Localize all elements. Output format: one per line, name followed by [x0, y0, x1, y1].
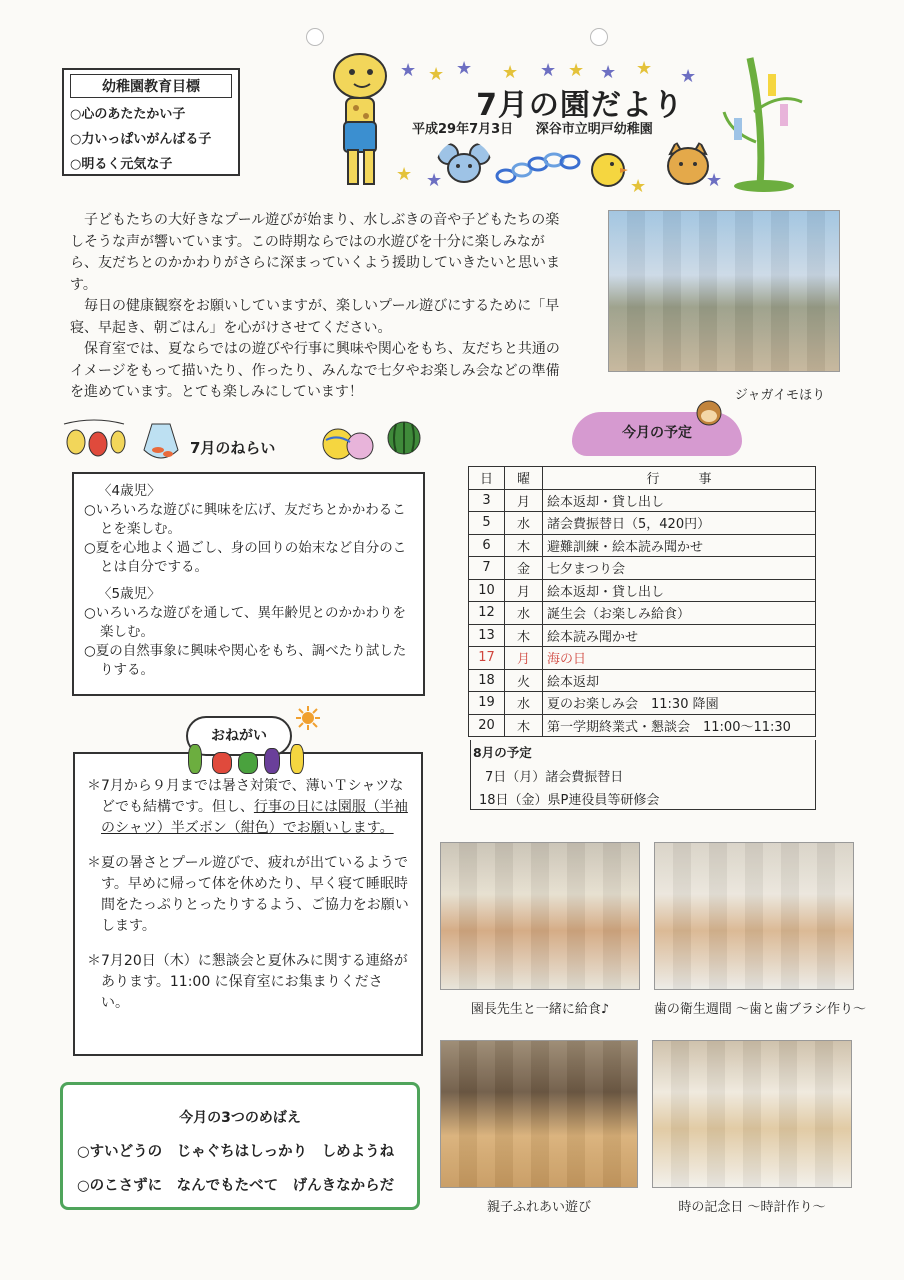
request-text: ＊7月20日（木）に懇談会と夏休みに関する連絡があります。11:00 に保育室にお集まりください。: [87, 953, 408, 1011]
schedule-event: 誕生会（お楽しみ給食）: [543, 602, 816, 625]
cucumber-icon: [188, 744, 202, 774]
schedule-row: [469, 534, 816, 557]
schedule-event: 絵本読み聞かせ: [543, 624, 816, 647]
issue-date: 平成29年7月3日: [412, 122, 514, 137]
schedule-day: 3: [469, 489, 505, 512]
schedule-dow: 金: [505, 557, 543, 580]
star-icon: ★: [636, 58, 653, 79]
lunch-photo: [440, 842, 640, 990]
schedule-day: 20: [469, 714, 505, 737]
promise-line: ○のこさずに なんでもたべて げんきなからだ: [77, 1178, 395, 1194]
schedule-event: 絵本返却: [543, 669, 816, 692]
schedule-event: 第一学期終業式・懇談会 11:00～11:30: [543, 714, 816, 737]
lantern-icon: [62, 418, 126, 466]
schedule-banner: 今月の予定: [572, 412, 742, 456]
request-box: [73, 752, 423, 1056]
punch-hole-right: [590, 28, 608, 46]
aim-item: ○夏の自然事象に興味や関心をもち、調べたり試したりする。: [84, 643, 407, 678]
aims-box: [72, 472, 425, 696]
request-text: ＊夏の暑さとプール遊びで、疲れが出ているようです。早めに帰って体を休めたり、早く寝て睡眠時間をたっぷりとったりするよう、ご協力をお願いします。: [87, 855, 409, 934]
clock-making-photo: [652, 1040, 852, 1188]
star-icon: ★: [680, 66, 697, 87]
aim-item: ○いろいろな遊びを通して、異年齢児とのかかわりを楽しむ。: [84, 605, 407, 640]
star-icon: ★: [400, 60, 417, 81]
potato-digging-photo: [608, 210, 840, 372]
schedule-event: 夏のお楽しみ会 11:30 降園: [543, 692, 816, 715]
newsletter-title: 7月の園だより: [476, 88, 684, 123]
star-icon: ★: [706, 170, 723, 191]
schedule-day: 17: [469, 647, 505, 670]
schedule-day: 7: [469, 557, 505, 580]
request-text-underlined: 行事の日には園服（半袖のシャツ）半ズボン（紺色）でお願いします。: [101, 799, 408, 836]
goal-item: ○心のあたたかい子: [70, 107, 186, 122]
schedule-row: [469, 557, 816, 580]
newsletter-subtitle: [412, 118, 742, 137]
photo-caption: 親子ふれあい遊び: [486, 1200, 591, 1215]
col-dow: 曜: [505, 467, 543, 490]
request-item: [87, 951, 409, 1014]
request-title: おねがい: [186, 716, 292, 756]
star-icon: ★: [426, 170, 443, 191]
water-balloon-icon: [318, 420, 378, 464]
schedule-event: 絵本返却・貸し出し: [543, 489, 816, 512]
schedule-dow: 月: [505, 489, 543, 512]
chick-illustration: [588, 146, 628, 190]
intro-message: [70, 210, 570, 404]
schedule-dow: 水: [505, 602, 543, 625]
schedule-table: [468, 466, 816, 737]
schedule-dow: 火: [505, 669, 543, 692]
aims-title: 7月のねらい: [190, 439, 276, 457]
schedule-dow: 水: [505, 692, 543, 715]
schedule-header-row: [469, 467, 816, 490]
august-item: 18日（金）県P連役員等研修会: [479, 793, 660, 808]
col-event: 行 事: [543, 467, 816, 490]
schedule-row: [469, 579, 816, 602]
schedule-day: 13: [469, 624, 505, 647]
schedule-day: 18: [469, 669, 505, 692]
chain-illustration: [494, 148, 584, 188]
star-icon: ★: [600, 62, 617, 83]
star-icon: ★: [428, 64, 445, 85]
goldfish-bag-icon: [138, 420, 184, 466]
giraffe-illustration: [318, 42, 398, 192]
education-goals-box: [62, 68, 240, 176]
schedule-day: 5: [469, 512, 505, 535]
pepper-icon: [238, 752, 258, 774]
schedule-event: 七夕まつり会: [543, 557, 816, 580]
intro-paragraph: 子どもたちの大好きなプール遊びが始まり、水しぶきの音や子どもたちの楽しそうな声が響いています。この時期ならではの水遊びを十分に楽しみながら、友だちとのかかわりがさらに深まっていくよう援助していきたいと思います。: [70, 212, 560, 293]
age5-heading: 〈5歳児〉: [98, 586, 161, 602]
tomato-icon: [212, 752, 232, 774]
promises-title: 今月の3つのめばえ: [179, 1110, 301, 1126]
star-icon: ★: [396, 164, 413, 185]
corn-icon: [290, 744, 304, 774]
schedule-row: [469, 624, 816, 647]
schedule-day: 6: [469, 534, 505, 557]
schedule-day: 19: [469, 692, 505, 715]
mouse-illustration: [436, 140, 492, 192]
schedule-row: [469, 647, 816, 670]
intro-paragraph: 毎日の健康観察をお願いしていますが、楽しいプール遊びにするために「早寝、早起き、朝ごはん」を心がけさせてください。: [70, 298, 560, 336]
schedule-dow: 木: [505, 534, 543, 557]
schedule-event: 避難訓練・絵本読み聞かせ: [543, 534, 816, 557]
photo-caption: 園長先生と一緒に給食♪: [470, 1002, 610, 1017]
sun-icon: [296, 706, 320, 730]
cat-illustration: [662, 140, 714, 192]
star-icon: ★: [502, 62, 519, 83]
schedule-event: 海の日: [543, 647, 816, 670]
watermelon-icon: [386, 420, 422, 456]
aim-item: ○夏を心地よく過ごし、身の回りの始末など自分のことは自分でする。: [84, 540, 407, 575]
schedule-day: 12: [469, 602, 505, 625]
photo-caption: 歯の衛生週間 ～歯と歯ブラシ作り～: [653, 1002, 867, 1017]
star-icon: ★: [630, 176, 647, 197]
eggplant-icon: [264, 748, 280, 774]
request-item: [87, 853, 409, 937]
request-text: ＊7月から９月までは暑さ対策で、薄いＴシャツなどでも結構です。但し、: [87, 778, 404, 815]
aim-item: ○いろいろな遊びに興味を広げ、友だちとかかわることを楽しむ。: [84, 502, 406, 537]
goal-item: ○力いっぱいがんばる子: [70, 132, 212, 147]
schedule-row: [469, 489, 816, 512]
teeth-week-photo: [654, 842, 854, 990]
photo-caption: 時の記念日 ～時計作り～: [678, 1200, 826, 1215]
tanabata-bamboo-illustration: [720, 52, 810, 192]
august-title: 8月の予定: [473, 745, 532, 760]
schedule-dow: 木: [505, 714, 543, 737]
schedule-dow: 木: [505, 624, 543, 647]
schedule-dow: 月: [505, 647, 543, 670]
col-day: 日: [469, 467, 505, 490]
schedule-row: [469, 714, 816, 737]
august-item: 7日（月）諸会費振替日: [485, 770, 624, 785]
star-icon: ★: [568, 60, 585, 81]
schedule-day: 10: [469, 579, 505, 602]
schedule-row: [469, 512, 816, 535]
schedule-row: [469, 669, 816, 692]
star-icon: ★: [456, 58, 473, 79]
schedule-dow: 水: [505, 512, 543, 535]
request-item: [87, 776, 409, 839]
age4-heading: 〈4歳児〉: [98, 483, 161, 499]
august-schedule: [470, 740, 816, 810]
school-name: 深谷市立明戸幼稚園: [535, 122, 653, 137]
parent-child-play-photo: [440, 1040, 638, 1188]
schedule-event: 諸会費振替日（5，420円）: [543, 512, 816, 535]
monkey-icon: [694, 398, 724, 428]
photo-caption: ジャガイモほり: [734, 388, 826, 403]
star-icon: ★: [540, 60, 557, 81]
intro-paragraph: 保育室では、夏ならではの遊びや行事に興味や関心をもち、友だちと共通のイメージをもって描いたり、作ったり、みんなで七夕やお楽しみ会などの準備を進めています。とても楽しみにしています！: [70, 341, 560, 400]
goal-item: ○明るく元気な子: [70, 157, 173, 172]
schedule-row: [469, 692, 816, 715]
schedule-event: 絵本返却・貸し出し: [543, 579, 816, 602]
schedule-row: [469, 602, 816, 625]
schedule-dow: 月: [505, 579, 543, 602]
promise-line: ○すいどうの じゃぐちはしっかり しめようね: [77, 1144, 395, 1160]
three-promises-scroll: [60, 1082, 420, 1210]
goals-title: 幼稚園教育目標: [70, 74, 232, 98]
